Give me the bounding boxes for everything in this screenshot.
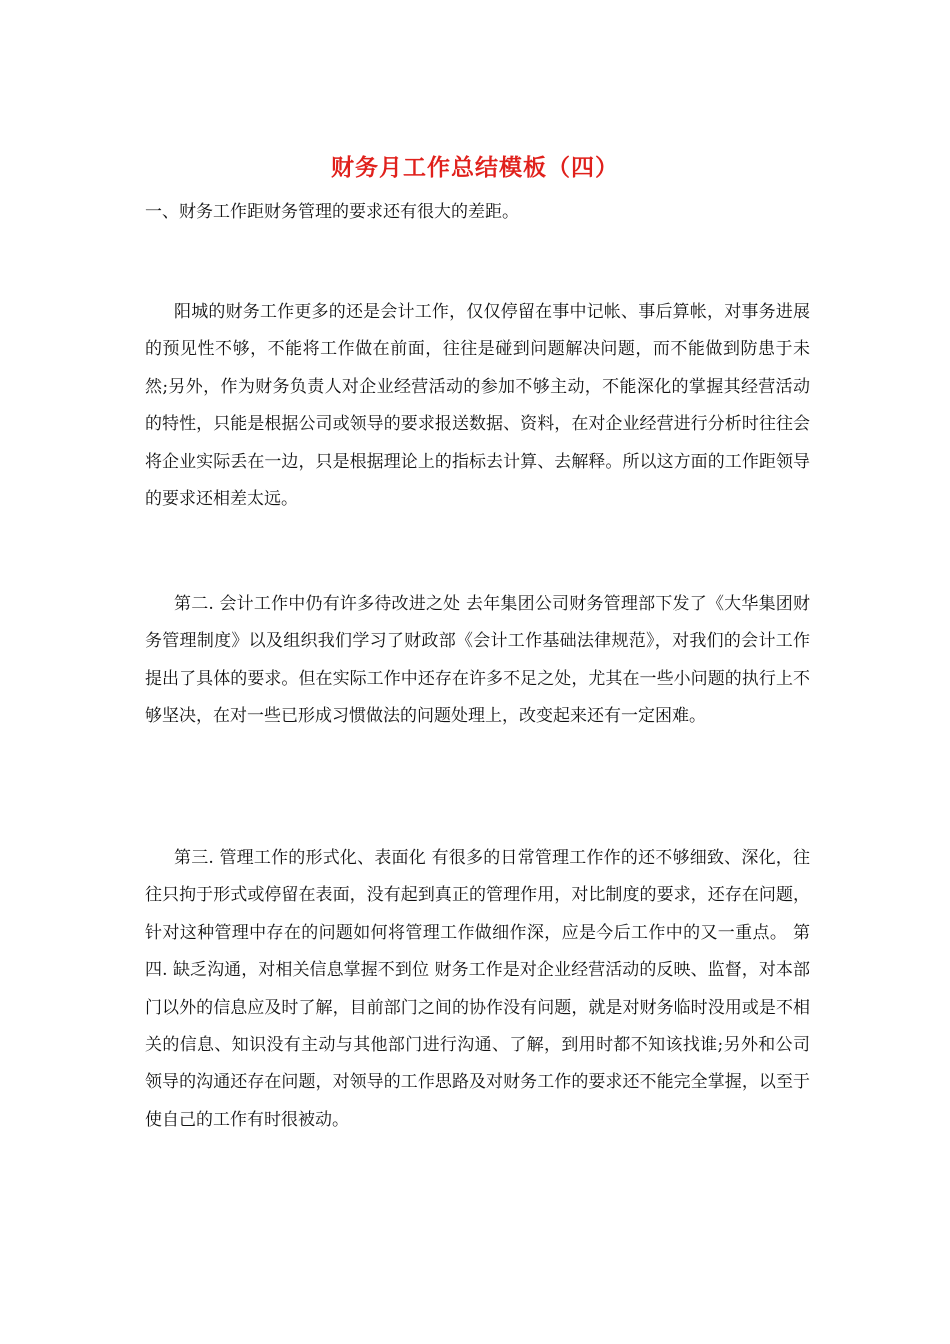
paragraph-1: 阳城的财务工作更多的还是会计工作，仅仅停留在事中记帐、事后算帐，对事务进展的预见性不够，不能将工作做在前面，往往是碰到问题解决问题，而不能做到防患于未然;另外，作为财务负责人对企业经营活动的参加不够主动，不能深化的掌握其经营活动的特性，只能是根据公司或领导的要求报送数据、资料，在对企业经营进行分析时往往会将企业实际丢在一边，只是根据理论上的指标去计算、去解释。所以这方面的工作距领导的要求还相差太远。 (145, 302, 810, 510)
section-heading: 一、财务工作距财务管理的要求还有很大的差距。 (145, 202, 519, 222)
document-title: 财务月工作总结模板（四） (331, 154, 619, 181)
paragraph-2: 第二. 会计工作中仍有许多待改进之处 去年集团公司财务管理部下发了《大华集团财务管理制度》以及组织我们学习了财政部《会计工作基础法律规范》，对我们的会计工作提出了具体的要求。但在实际工作中还存在许多不足之处，尤其在一些小问题的执行上不够坚决，在对一些已形成习惯做法的问题处理上，改变起来还有一定困难。 (145, 594, 810, 727)
paragraph-3: 第三. 管理工作的形式化、表面化 有很多的日常管理工作作的还不够细致、深化，往往只拘于形式或停留在表面，没有起到真正的管理作用，对比制度的要求，还存在问题，针对这种管理中存在的问题如何将管理工作做细作深，应是今后工作中的又一重点。 第四. 缺乏沟通，对相关信息掌握不到位 财务工作是对企业经营活动的反映、监督，对本部门以外的信息应及时了解，目前部门之间的协作没有问题，就是对财务临时没用或是不相关的信息、知识没有主动与其他部门进行沟通、了解，到用时都不知该找谁;另外和公司领导的沟通还存在问题，对领导的工作思路及对财务工作的要求还不能完全掌握，以至于使自己的工作有时很被动。 (145, 848, 810, 1130)
